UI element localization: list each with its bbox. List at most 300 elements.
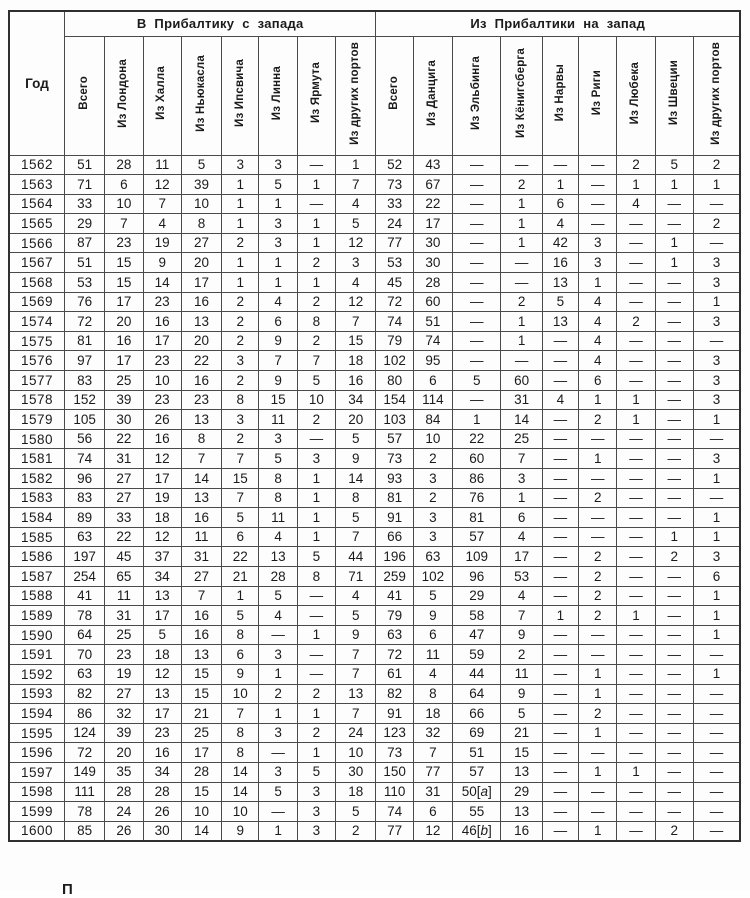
value-cell: 1 bbox=[222, 253, 259, 273]
value-cell: 1 bbox=[297, 214, 335, 234]
value-cell: 1 bbox=[453, 410, 501, 430]
value-cell: — bbox=[655, 390, 693, 410]
table-row bbox=[9, 782, 740, 802]
value-cell: 8 bbox=[259, 488, 297, 508]
value-cell: 16 bbox=[181, 508, 221, 528]
value-cell: 3 bbox=[579, 233, 617, 253]
value-cell: — bbox=[501, 351, 542, 371]
value-cell: 9 bbox=[222, 821, 259, 841]
value-cell: 9 bbox=[222, 664, 259, 684]
value-cell: 1 bbox=[259, 194, 297, 214]
value-cell: 16 bbox=[542, 253, 578, 273]
value-cell: 2 bbox=[222, 331, 259, 351]
column-header-east bbox=[453, 36, 501, 155]
year-cell: 1565 bbox=[9, 214, 64, 234]
column-header-east bbox=[542, 36, 578, 155]
value-cell: — bbox=[693, 331, 740, 351]
value-cell: 78 bbox=[64, 606, 104, 626]
table-row bbox=[9, 292, 740, 312]
value-cell: 15 bbox=[105, 273, 143, 293]
column-header-east bbox=[376, 36, 413, 155]
value-cell: — bbox=[655, 586, 693, 606]
value-cell: 1 bbox=[336, 155, 376, 175]
value-cell: 2 bbox=[259, 684, 297, 704]
value-cell: — bbox=[542, 723, 578, 743]
value-cell: — bbox=[542, 625, 578, 645]
year-cell: 1577 bbox=[9, 371, 64, 391]
value-cell: — bbox=[297, 606, 335, 626]
value-cell: 34 bbox=[143, 762, 181, 782]
value-cell: — bbox=[655, 802, 693, 822]
value-cell: 73 bbox=[376, 449, 413, 469]
value-cell: 17 bbox=[143, 331, 181, 351]
value-cell: 7 bbox=[501, 606, 542, 626]
value-cell: 4 bbox=[579, 351, 617, 371]
table-row bbox=[9, 566, 740, 586]
value-cell: 2 bbox=[579, 566, 617, 586]
table-row bbox=[9, 625, 740, 645]
year-column-header: Год bbox=[9, 11, 64, 155]
year-cell: 1588 bbox=[9, 586, 64, 606]
value-cell: 51 bbox=[64, 155, 104, 175]
value-cell: 45 bbox=[376, 273, 413, 293]
value-cell: 4 bbox=[542, 214, 578, 234]
value-cell: 5 bbox=[336, 508, 376, 528]
value-cell: 3 bbox=[297, 782, 335, 802]
value-cell: 1 bbox=[579, 762, 617, 782]
value-cell: 30 bbox=[413, 233, 452, 253]
value-cell: 19 bbox=[143, 233, 181, 253]
value-cell: 1 bbox=[259, 253, 297, 273]
value-cell: 31 bbox=[413, 782, 452, 802]
value-cell: 19 bbox=[105, 664, 143, 684]
value-cell: 2 bbox=[579, 704, 617, 724]
value-cell: 5 bbox=[336, 429, 376, 449]
year-cell: 1597 bbox=[9, 762, 64, 782]
value-cell: 13 bbox=[501, 802, 542, 822]
value-cell: 1 bbox=[693, 586, 740, 606]
value-cell: 13 bbox=[542, 273, 578, 293]
table-row bbox=[9, 547, 740, 567]
value-cell: 23 bbox=[143, 292, 181, 312]
value-cell: 1 bbox=[222, 273, 259, 293]
value-cell: 1 bbox=[542, 175, 578, 195]
column-header-east bbox=[413, 36, 452, 155]
value-cell: 15 bbox=[181, 664, 221, 684]
value-cell: 9 bbox=[336, 449, 376, 469]
value-cell: 8 bbox=[336, 488, 376, 508]
value-cell: 77 bbox=[376, 821, 413, 841]
value-cell: 58 bbox=[453, 606, 501, 626]
value-cell: 1 bbox=[693, 606, 740, 626]
value-cell: — bbox=[453, 331, 501, 351]
value-cell: — bbox=[655, 273, 693, 293]
value-cell: 1 bbox=[297, 175, 335, 195]
value-cell: 20 bbox=[105, 312, 143, 332]
value-cell: 17 bbox=[181, 743, 221, 763]
value-cell: — bbox=[617, 547, 655, 567]
value-cell: 2 bbox=[579, 410, 617, 430]
value-cell: 30 bbox=[105, 410, 143, 430]
value-cell: 4 bbox=[336, 194, 376, 214]
value-cell: 66 bbox=[453, 704, 501, 724]
year-cell: 1563 bbox=[9, 175, 64, 195]
value-cell: 15 bbox=[336, 331, 376, 351]
table-row bbox=[9, 704, 740, 724]
value-cell: 1 bbox=[297, 508, 335, 528]
value-cell: — bbox=[693, 684, 740, 704]
value-cell: 6 bbox=[413, 371, 452, 391]
value-cell: 21 bbox=[222, 566, 259, 586]
value-cell: 31 bbox=[501, 390, 542, 410]
rotated-column-label: Из Ньюкасла bbox=[194, 54, 207, 132]
value-cell: 16 bbox=[105, 331, 143, 351]
value-cell: — bbox=[655, 351, 693, 371]
value-cell: 78 bbox=[64, 802, 104, 822]
value-cell: — bbox=[453, 292, 501, 312]
value-cell: 2 bbox=[693, 155, 740, 175]
value-cell: 10 bbox=[222, 802, 259, 822]
value-cell: — bbox=[655, 782, 693, 802]
value-cell: 6 bbox=[259, 312, 297, 332]
value-cell: 1 bbox=[297, 488, 335, 508]
value-cell: — bbox=[542, 743, 578, 763]
value-cell: — bbox=[453, 273, 501, 293]
value-cell: 28 bbox=[259, 566, 297, 586]
value-cell: 14 bbox=[222, 762, 259, 782]
value-cell: 28 bbox=[105, 782, 143, 802]
value-cell: 8 bbox=[222, 723, 259, 743]
value-cell: 31 bbox=[181, 547, 221, 567]
value-cell: — bbox=[617, 488, 655, 508]
rotated-column-label: Из Линна bbox=[271, 65, 284, 121]
table-row bbox=[9, 273, 740, 293]
year-cell: 1576 bbox=[9, 351, 64, 371]
value-cell: 2 bbox=[297, 723, 335, 743]
value-cell: 86 bbox=[64, 704, 104, 724]
value-cell: — bbox=[617, 802, 655, 822]
value-cell: 4 bbox=[259, 292, 297, 312]
value-cell: 9 bbox=[259, 371, 297, 391]
value-cell: 1 bbox=[501, 194, 542, 214]
value-cell: 3 bbox=[297, 449, 335, 469]
column-header-east bbox=[617, 36, 655, 155]
value-cell: 83 bbox=[64, 488, 104, 508]
value-cell: 3 bbox=[259, 762, 297, 782]
baltic-shipping-table bbox=[8, 10, 741, 842]
value-cell: 3 bbox=[259, 723, 297, 743]
value-cell: — bbox=[542, 488, 578, 508]
value-cell: 97 bbox=[64, 351, 104, 371]
value-cell: 25 bbox=[105, 371, 143, 391]
value-cell: 81 bbox=[64, 331, 104, 351]
year-cell: 1592 bbox=[9, 664, 64, 684]
value-cell: 2 bbox=[297, 410, 335, 430]
value-cell: 44 bbox=[336, 547, 376, 567]
value-cell: 197 bbox=[64, 547, 104, 567]
value-cell: — bbox=[542, 645, 578, 665]
year-cell: 1594 bbox=[9, 704, 64, 724]
value-cell: 111 bbox=[64, 782, 104, 802]
value-cell: 3 bbox=[336, 253, 376, 273]
table-row bbox=[9, 194, 740, 214]
value-cell: 5 bbox=[453, 371, 501, 391]
column-header-east bbox=[501, 36, 542, 155]
value-cell: — bbox=[453, 351, 501, 371]
value-cell: — bbox=[693, 194, 740, 214]
value-cell: 47 bbox=[453, 625, 501, 645]
value-cell: 1 bbox=[617, 410, 655, 430]
value-cell: 6 bbox=[413, 802, 452, 822]
value-cell: 33 bbox=[105, 508, 143, 528]
value-cell: — bbox=[579, 194, 617, 214]
value-cell: 24 bbox=[376, 214, 413, 234]
value-cell: 2 bbox=[693, 214, 740, 234]
value-cell: — bbox=[579, 782, 617, 802]
rotated-column-label: Из Любека bbox=[629, 61, 642, 125]
value-cell: — bbox=[693, 802, 740, 822]
value-cell: 2 bbox=[222, 371, 259, 391]
value-cell: 8 bbox=[259, 469, 297, 489]
value-cell: — bbox=[617, 429, 655, 449]
footnote-marker: a bbox=[480, 784, 489, 800]
value-cell: 1 bbox=[297, 527, 335, 547]
value-cell: — bbox=[297, 155, 335, 175]
value-cell: 13 bbox=[501, 762, 542, 782]
value-cell: 65 bbox=[105, 566, 143, 586]
value-cell: 2 bbox=[579, 547, 617, 567]
value-cell: — bbox=[655, 312, 693, 332]
value-cell: 3 bbox=[693, 390, 740, 410]
footnote-marker: b bbox=[480, 822, 489, 838]
value-cell: 28 bbox=[105, 155, 143, 175]
value-cell: 7 bbox=[336, 175, 376, 195]
value-cell: — bbox=[693, 233, 740, 253]
value-cell: 1 bbox=[693, 664, 740, 684]
value-cell: 27 bbox=[181, 566, 221, 586]
table-row bbox=[9, 312, 740, 332]
value-cell: 32 bbox=[413, 723, 452, 743]
value-cell: — bbox=[542, 664, 578, 684]
value-cell: — bbox=[297, 645, 335, 665]
value-cell: — bbox=[579, 155, 617, 175]
value-cell: 7 bbox=[222, 704, 259, 724]
value-cell: — bbox=[453, 312, 501, 332]
table-row bbox=[9, 214, 740, 234]
value-cell: — bbox=[617, 214, 655, 234]
value-cell: — bbox=[617, 351, 655, 371]
value-cell: 30 bbox=[413, 253, 452, 273]
year-cell: 1590 bbox=[9, 625, 64, 645]
value-cell: 2 bbox=[579, 606, 617, 626]
value-cell: 14 bbox=[181, 821, 221, 841]
value-cell: 4 bbox=[501, 527, 542, 547]
value-cell: — bbox=[542, 527, 578, 547]
value-cell: — bbox=[617, 586, 655, 606]
value-cell: 17 bbox=[501, 547, 542, 567]
value-cell: 10 bbox=[413, 429, 452, 449]
table-row bbox=[9, 723, 740, 743]
year-cell: 1578 bbox=[9, 390, 64, 410]
value-cell: 8 bbox=[297, 312, 335, 332]
value-cell: 81 bbox=[453, 508, 501, 528]
year-cell: 1574 bbox=[9, 312, 64, 332]
value-cell: 37 bbox=[143, 547, 181, 567]
value-cell: 6 bbox=[693, 566, 740, 586]
value-cell: — bbox=[542, 331, 578, 351]
table-row bbox=[9, 390, 740, 410]
value-cell: — bbox=[617, 253, 655, 273]
value-cell: 57 bbox=[376, 429, 413, 449]
value-cell: 7 bbox=[259, 351, 297, 371]
value-cell: 109 bbox=[453, 547, 501, 567]
value-cell: — bbox=[655, 449, 693, 469]
value-cell: — bbox=[453, 194, 501, 214]
value-cell: 53 bbox=[501, 566, 542, 586]
value-cell: 42 bbox=[542, 233, 578, 253]
value-cell: 96 bbox=[64, 469, 104, 489]
value-cell: 67 bbox=[413, 175, 452, 195]
value-cell: 5 bbox=[501, 704, 542, 724]
rotated-column-label: Из Ипсвича bbox=[233, 59, 246, 127]
value-cell: 6 bbox=[542, 194, 578, 214]
value-cell: 18 bbox=[143, 508, 181, 528]
value-cell: 14 bbox=[501, 410, 542, 430]
column-header-west bbox=[181, 36, 221, 155]
year-cell: 1599 bbox=[9, 802, 64, 822]
table-row bbox=[9, 762, 740, 782]
value-cell: 81 bbox=[376, 488, 413, 508]
year-cell: 1593 bbox=[9, 684, 64, 704]
table-row bbox=[9, 664, 740, 684]
value-cell: 46[b] bbox=[453, 821, 501, 841]
value-cell: — bbox=[655, 625, 693, 645]
value-cell: 2 bbox=[655, 821, 693, 841]
value-cell: 28 bbox=[143, 782, 181, 802]
value-cell: 3 bbox=[693, 371, 740, 391]
value-cell: 1 bbox=[259, 664, 297, 684]
value-cell: 74 bbox=[376, 312, 413, 332]
value-cell: 1 bbox=[297, 625, 335, 645]
value-cell: 10 bbox=[222, 684, 259, 704]
value-cell: — bbox=[617, 273, 655, 293]
value-cell: 7 bbox=[336, 664, 376, 684]
value-cell: 1 bbox=[222, 214, 259, 234]
year-cell: 1583 bbox=[9, 488, 64, 508]
table-row bbox=[9, 645, 740, 665]
column-header-east bbox=[579, 36, 617, 155]
value-cell: 16 bbox=[501, 821, 542, 841]
value-cell: 13 bbox=[259, 547, 297, 567]
value-cell: 1 bbox=[222, 586, 259, 606]
value-cell: 1 bbox=[655, 253, 693, 273]
value-cell: — bbox=[501, 253, 542, 273]
rotated-column-label: Из Лондона bbox=[117, 58, 130, 128]
value-cell: 9 bbox=[501, 684, 542, 704]
value-cell: 2 bbox=[297, 292, 335, 312]
value-cell: 1 bbox=[617, 762, 655, 782]
value-cell: 3 bbox=[259, 214, 297, 234]
value-cell: 71 bbox=[336, 566, 376, 586]
year-cell: 1584 bbox=[9, 508, 64, 528]
table-row bbox=[9, 469, 740, 489]
value-cell: 3 bbox=[222, 351, 259, 371]
value-cell: — bbox=[542, 684, 578, 704]
value-cell: 7 bbox=[297, 351, 335, 371]
value-cell: 12 bbox=[143, 449, 181, 469]
value-cell: 4 bbox=[579, 331, 617, 351]
value-cell: — bbox=[617, 233, 655, 253]
value-cell: 82 bbox=[376, 684, 413, 704]
value-cell: 95 bbox=[413, 351, 452, 371]
value-cell: 10 bbox=[181, 802, 221, 822]
column-header-west bbox=[105, 36, 143, 155]
value-cell: — bbox=[655, 194, 693, 214]
value-cell: 102 bbox=[413, 566, 452, 586]
year-cell: 1591 bbox=[9, 645, 64, 665]
table-row bbox=[9, 253, 740, 273]
value-cell: 56 bbox=[64, 429, 104, 449]
rotated-column-label: Из Нарвы bbox=[553, 64, 566, 122]
value-cell: 1 bbox=[693, 508, 740, 528]
value-cell: 63 bbox=[376, 625, 413, 645]
value-cell: 16 bbox=[181, 606, 221, 626]
value-cell: — bbox=[542, 429, 578, 449]
value-cell: 11 bbox=[143, 155, 181, 175]
value-cell: 74 bbox=[64, 449, 104, 469]
value-cell: — bbox=[579, 743, 617, 763]
value-cell: 15 bbox=[501, 743, 542, 763]
value-cell: 17 bbox=[413, 214, 452, 234]
value-cell: 11 bbox=[259, 410, 297, 430]
column-header-row bbox=[9, 36, 740, 155]
value-cell: 4 bbox=[617, 194, 655, 214]
value-cell: — bbox=[453, 175, 501, 195]
value-cell: 5 bbox=[222, 606, 259, 626]
value-cell: 7 bbox=[222, 488, 259, 508]
value-cell: 14 bbox=[143, 273, 181, 293]
value-cell: — bbox=[693, 821, 740, 841]
value-cell: — bbox=[617, 566, 655, 586]
value-cell: 5 bbox=[259, 586, 297, 606]
value-cell: 1 bbox=[693, 527, 740, 547]
value-cell: 1 bbox=[579, 821, 617, 841]
rotated-column-label: Из Кёнигсберга bbox=[514, 48, 527, 138]
value-cell: 13 bbox=[181, 312, 221, 332]
value-cell: — bbox=[617, 704, 655, 724]
value-cell: 18 bbox=[413, 704, 452, 724]
rotated-column-label: Из Эльбинга bbox=[470, 56, 483, 130]
value-cell: 20 bbox=[336, 410, 376, 430]
value-cell: 1 bbox=[617, 606, 655, 626]
value-cell: 11 bbox=[413, 645, 452, 665]
value-cell: — bbox=[542, 547, 578, 567]
value-cell: — bbox=[655, 723, 693, 743]
value-cell: 25 bbox=[501, 429, 542, 449]
value-cell: 5 bbox=[181, 155, 221, 175]
value-cell: 57 bbox=[453, 762, 501, 782]
value-cell: 76 bbox=[453, 488, 501, 508]
value-cell: 64 bbox=[64, 625, 104, 645]
value-cell: 11 bbox=[501, 664, 542, 684]
column-header-east bbox=[693, 36, 740, 155]
column-header-east bbox=[655, 36, 693, 155]
value-cell: 32 bbox=[105, 704, 143, 724]
rotated-column-label: Из Ярмута bbox=[309, 62, 322, 124]
value-cell: 43 bbox=[413, 155, 452, 175]
value-cell: 7 bbox=[336, 527, 376, 547]
value-cell: 82 bbox=[64, 684, 104, 704]
